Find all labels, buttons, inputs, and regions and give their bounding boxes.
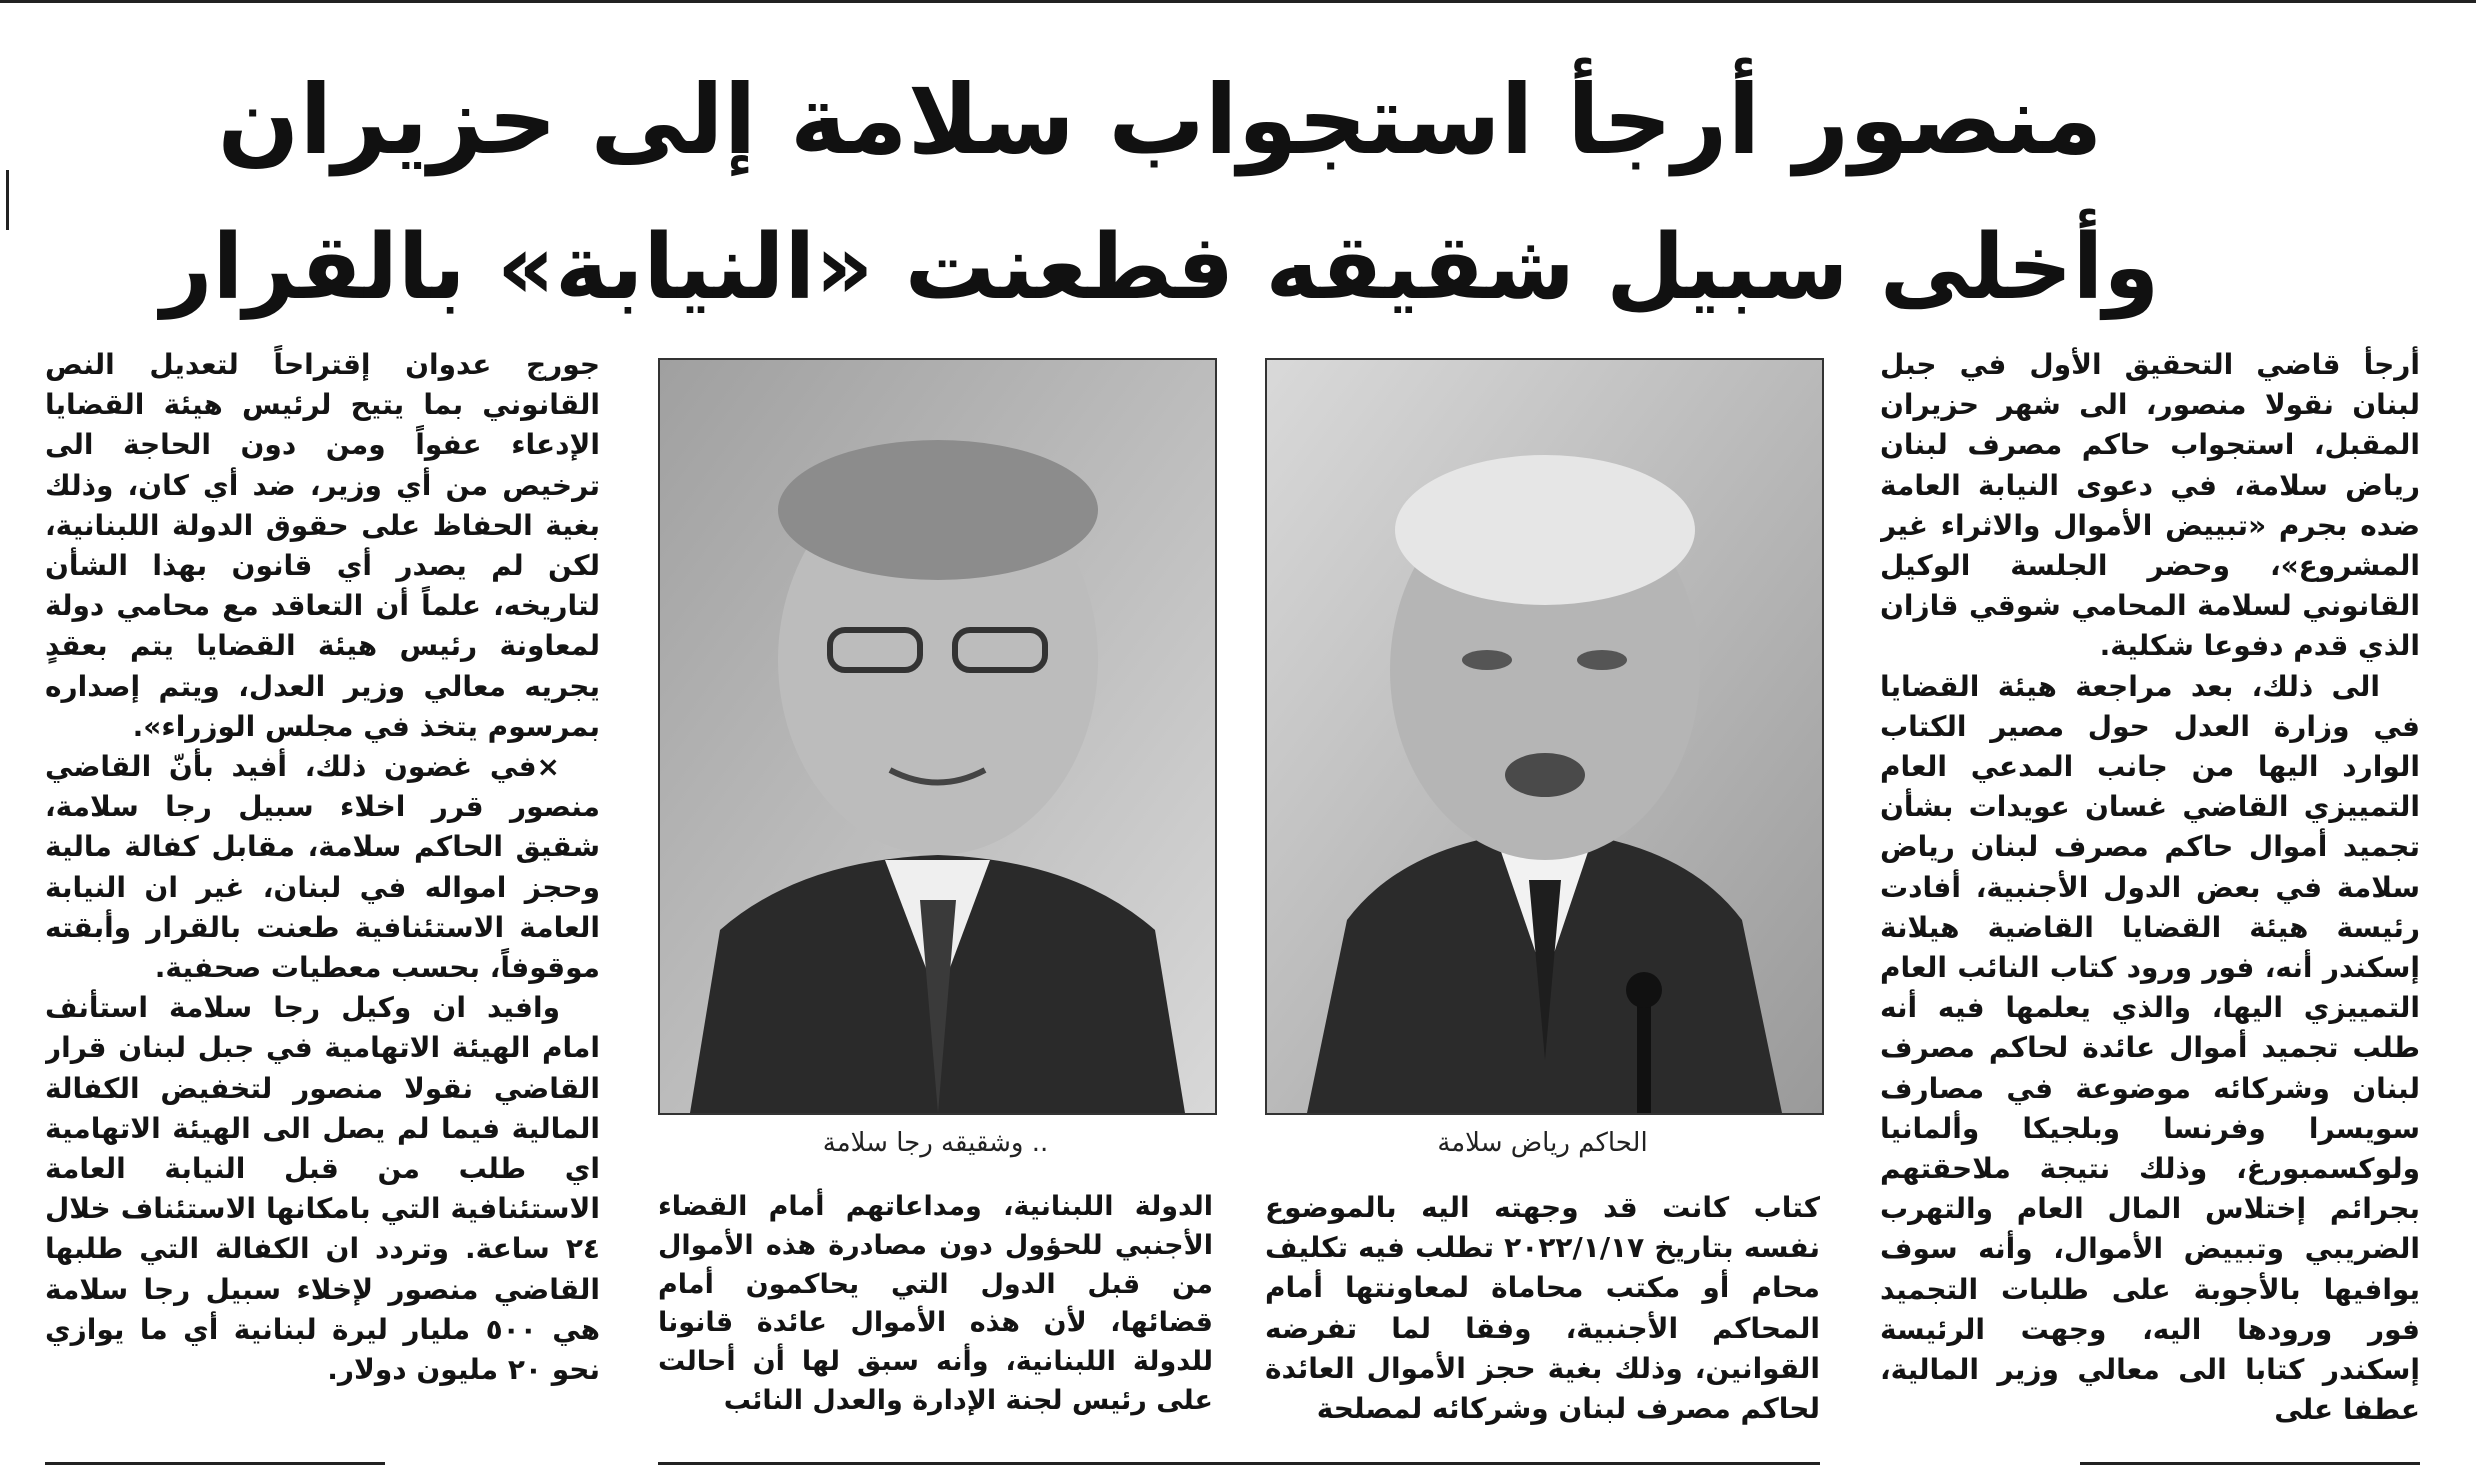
paragraph: جورج عدوان إقتراحاً لتعديل النص القانوني بما يتيح لرئيس هيئة القضايا الإدعاء عفواً ومن دون الحاجة الى ترخيص من أي وزير، ضد أي كان، وذلك بغية الحفاظ على حقوق الدولة اللبنانية، لكن لم يصدر أي قانون بهذا الشأن لتاريخه، علماً أن التعاقد مع محامي دولة لمعاونة رئيس هيئة القضايا يتم بعقدٍ يجريه معالي وزير العدل، ويتم إصداره بمرسوم يتخذ في مجلس الوزراء». — [45, 348, 600, 743]
bottom-rule-right — [2080, 1462, 2420, 1465]
paragraph: كتاب كانت قد وجهته اليه بالموضوع نفسه بتاريخ ٢٠٢٢/١/١٧ تطلب فيه تكليف محام أو مكتب محاماة لمعاونتها أمام المحاكم الأجنبية، وفقا لما تفرضه القوانين، وذلك بغية حجز الأموال العائدة لحاكم مصرف لبنان وشركائه لمصلحة — [1265, 1191, 1820, 1426]
photo-riad-salameh — [1265, 358, 1824, 1115]
article-column-left — [45, 345, 600, 1445]
bottom-rule-left — [45, 1462, 385, 1465]
photo-caption-right: الحاكم رياض سلامة — [1437, 1128, 1648, 1158]
paragraph: وافيد ان وكيل رجا سلامة استأنف امام الهيئة الاتهامية في جبل لبنان قرار القاضي نقولا منصور لتخفيض الكفالة المالية فيما لم يصل الى الهيئة الاتهامية اي طلب من قبل النيابة العامة الاستئنافية التي بامكانها الاستئناف خلال ٢٤ ساعة. وتردد ان الكفالة التي طلبها القاضي منصور لإخلاء سبيل رجا سلامة هي ٥٠٠ مليار ليرة لبنانية أي ما يوازي نحو ٢٠ مليون دولار. — [45, 991, 600, 1387]
photo-raja-salameh — [658, 358, 1217, 1115]
article-column-right — [1880, 345, 2420, 1445]
headline-line-1: منصور أرجأ استجواب سلامة إلى حزيران — [217, 64, 2103, 176]
top-rule — [0, 0, 2476, 3]
paragraph: الدولة اللبنانية، ومداعاتهم أمام القضاء الأجنبي للحؤول دون مصادرة هذه الأموال من قبل الدول التي يحاكمون أمام قضائها، لأن هذه الأموال عائدة قانونا للدولة اللبنانية، وأنه سبق لها أن أحالت على رئيس لجنة الإدارة والعدل النائب — [658, 1191, 1213, 1416]
article-column-middle-right — [1265, 1188, 1820, 1453]
photo-caption-left: .. وشقيقه رجا سلامة — [822, 1128, 1049, 1158]
edge-rule-left — [6, 170, 9, 230]
article-column-middle-left — [658, 1188, 1213, 1453]
headline-line-2: وأخلى سبيل شقيقه فطعنت «النيابة» بالقرار — [160, 215, 2160, 320]
portrait-image — [660, 360, 1215, 1113]
paragraph: الى ذلك، بعد مراجعة هيئة القضايا في وزارة العدل حول مصير الكتاب الوارد اليها من جانب المدعي العام التمييزي القاضي غسان عويدات بشأن تجميد أموال حاكم مصرف لبنان رياض سلامة في بعض الدول الأجنبية، أفادت رئيسة هيئة القضايا القاضية هيلانة إسكندر أنه، فور ورود كتاب النائب العام التمييزي اليها، والذي يعلمها فيه أنه طلب تجميد أموال عائدة لحاكم مصرف لبنان وشركائه موضوعة في مصارف سويسرا وفرنسا وبلجيكا وألمانيا ولوكسمبورغ، وذلك نتيجة ملاحقتهم بجرائم إختلاس المال العام والتهرب الضريبي وتبييض الأموال، وأنه سوف يوافيها بالأجوبة على طلبات التجميد فور ورودها اليه، وجهت الرئيسة إسكندر كتابا الى معالي وزير المالية، عطفا على — [1880, 669, 2420, 1427]
portrait-image — [1267, 360, 1822, 1113]
bottom-rule-middle — [658, 1462, 1820, 1465]
paragraph: أرجأ قاضي التحقيق الأول في جبل لبنان نقولا منصور، الى شهر حزيران المقبل، استجواب حاكم مصرف لبنان رياض سلامة، في دعوى النيابة العامة ضده بجرم «تبييض الأموال والاثراء غير المشروع»، وحضر الجلسة الوكيل القانوني لسلامة المحامي شوقي قازان الذي قدم دفوعا شكلية. — [1880, 348, 2420, 663]
paragraph: ×في غضون ذلك، أفيد بأنّ القاضي منصور قرر اخلاء سبيل رجا سلامة، شقيق الحاكم سلامة، مقابل كفالة مالية وحجز امواله في لبنان، غير ان النيابة العامة الاستئنافية طعنت بالقرار وأبقته موقوفاً، بحسب معطيات صحفية. — [45, 750, 600, 985]
